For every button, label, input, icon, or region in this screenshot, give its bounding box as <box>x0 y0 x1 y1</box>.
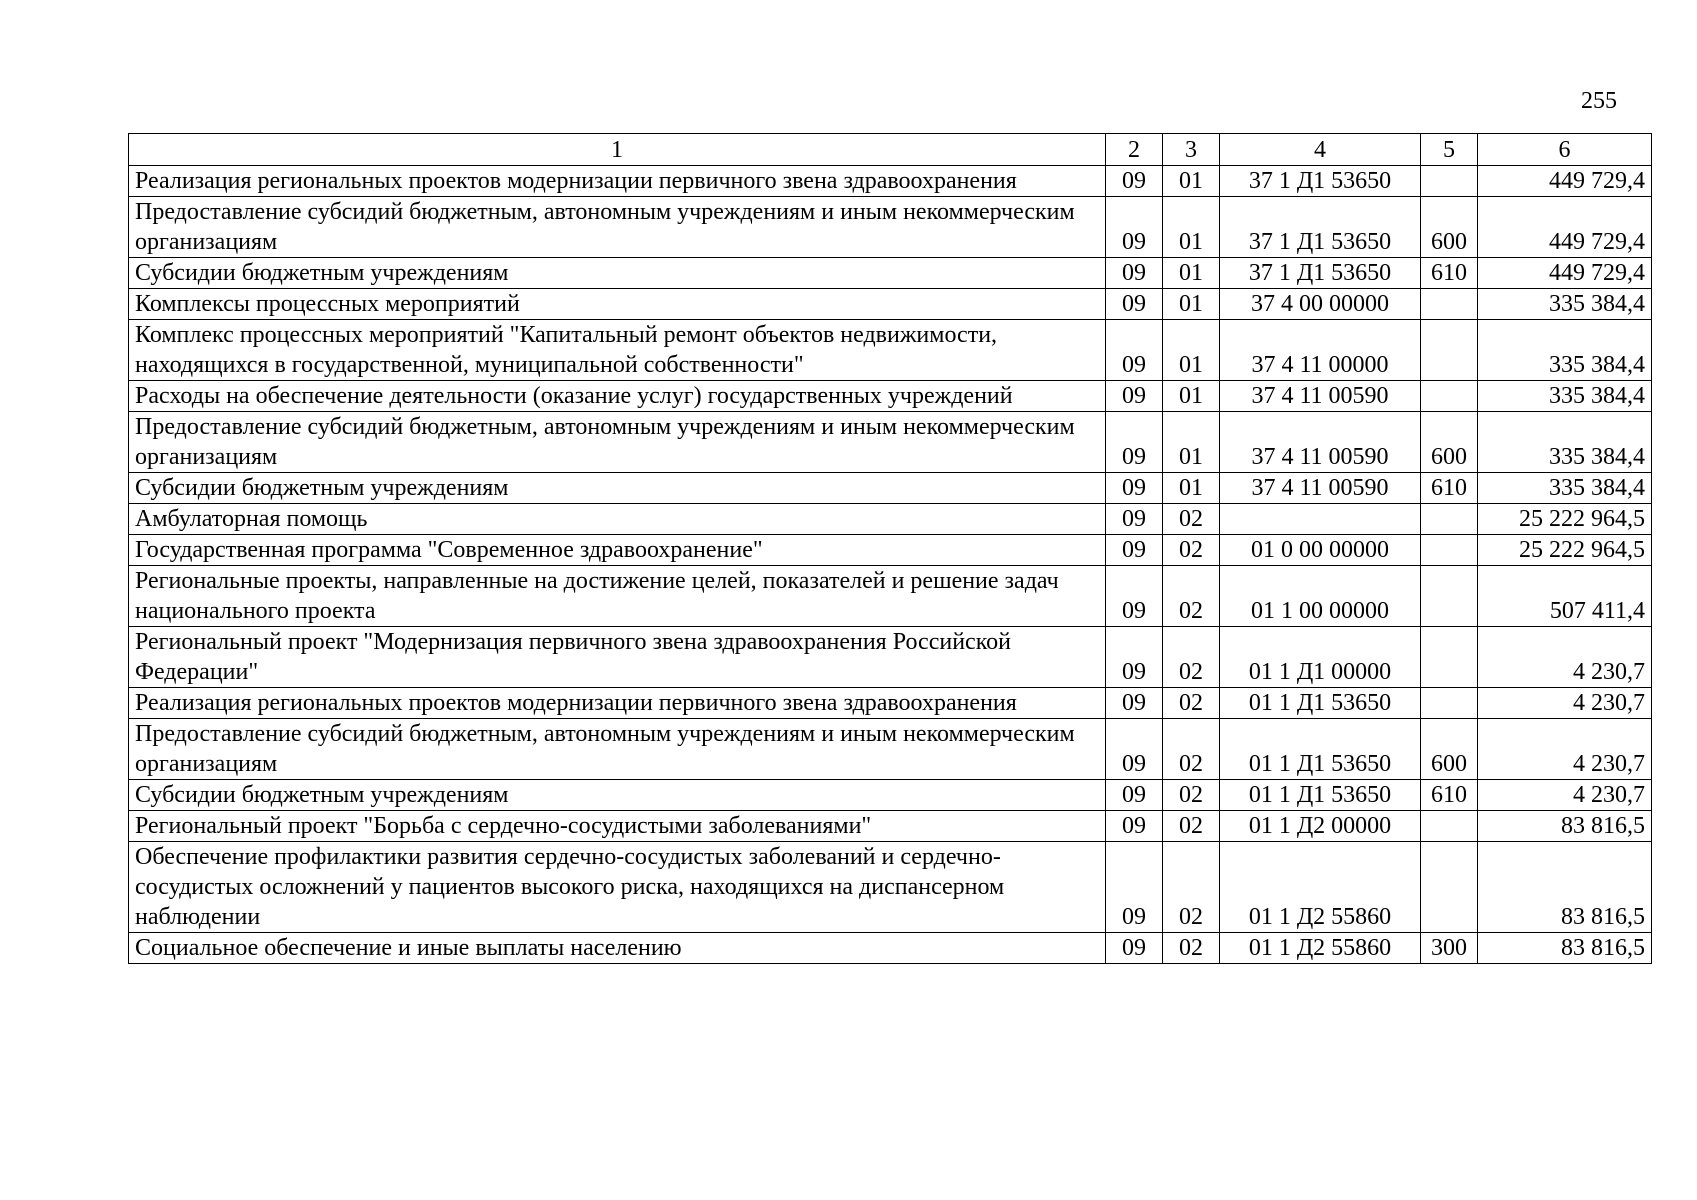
cell-amount: 4 230,7 <box>1478 627 1652 688</box>
cell-subsection: 02 <box>1163 688 1220 719</box>
cell-expense-type <box>1421 381 1478 412</box>
cell-subsection: 02 <box>1163 933 1220 964</box>
cell-name: Субсидии бюджетным учреждениям <box>129 473 1106 504</box>
table-row <box>129 381 1652 412</box>
cell-amount: 83 816,5 <box>1478 933 1652 964</box>
cell-expense-type <box>1421 627 1478 688</box>
cell-subsection: 01 <box>1163 166 1220 197</box>
cell-amount: 4 230,7 <box>1478 719 1652 780</box>
cell-expense-type: 600 <box>1421 412 1478 473</box>
cell-subsection: 01 <box>1163 320 1220 381</box>
cell-name: Расходы на обеспечение деятельности (оказание услуг) государственных учреждений <box>129 381 1106 412</box>
cell-name: Предоставление субсидий бюджетным, автономным учреждениям и иным некоммерческим организациям <box>129 197 1106 258</box>
cell-expense-type <box>1421 289 1478 320</box>
cell-amount: 449 729,4 <box>1478 197 1652 258</box>
table-header-row <box>129 134 1652 166</box>
table-row <box>129 627 1652 688</box>
cell-subsection: 01 <box>1163 258 1220 289</box>
cell-name: Региональный проект "Модернизация первичного звена здравоохранения Российской Федерации" <box>129 627 1106 688</box>
table-row <box>129 933 1652 964</box>
cell-name: Реализация региональных проектов модернизации первичного звена здравоохранения <box>129 688 1106 719</box>
cell-section: 09 <box>1106 535 1163 566</box>
cell-expense-type <box>1421 688 1478 719</box>
cell-subsection: 01 <box>1163 289 1220 320</box>
cell-name: Региональный проект "Борьба с сердечно-сосудистыми заболеваниями" <box>129 811 1106 842</box>
cell-subsection: 02 <box>1163 535 1220 566</box>
cell-name: Субсидии бюджетным учреждениям <box>129 780 1106 811</box>
cell-subsection: 02 <box>1163 566 1220 627</box>
cell-expense-type <box>1421 811 1478 842</box>
table-row <box>129 535 1652 566</box>
page-number: 255 <box>1581 88 1617 114</box>
table-body <box>129 166 1652 964</box>
table-row <box>129 166 1652 197</box>
cell-name: Реализация региональных проектов модернизации первичного звена здравоохранения <box>129 166 1106 197</box>
column-header-section: 2 <box>1106 134 1163 166</box>
table-row <box>129 504 1652 535</box>
cell-expense-type <box>1421 566 1478 627</box>
cell-amount: 25 222 964,5 <box>1478 535 1652 566</box>
cell-section: 09 <box>1106 473 1163 504</box>
cell-name: Комплексы процессных мероприятий <box>129 289 1106 320</box>
cell-target-article: 01 1 Д1 53650 <box>1220 719 1421 780</box>
cell-section: 09 <box>1106 719 1163 780</box>
table-row <box>129 811 1652 842</box>
cell-subsection: 02 <box>1163 811 1220 842</box>
cell-expense-type <box>1421 535 1478 566</box>
cell-subsection: 01 <box>1163 381 1220 412</box>
cell-section: 09 <box>1106 504 1163 535</box>
cell-section: 09 <box>1106 811 1163 842</box>
cell-section: 09 <box>1106 320 1163 381</box>
cell-subsection: 02 <box>1163 719 1220 780</box>
cell-target-article: 37 1 Д1 53650 <box>1220 258 1421 289</box>
cell-section: 09 <box>1106 258 1163 289</box>
cell-target-article: 37 4 11 00000 <box>1220 320 1421 381</box>
cell-amount: 507 411,4 <box>1478 566 1652 627</box>
cell-subsection: 01 <box>1163 197 1220 258</box>
cell-name: Социальное обеспечение и иные выплаты населению <box>129 933 1106 964</box>
column-header-amount: 6 <box>1478 134 1652 166</box>
cell-expense-type: 600 <box>1421 719 1478 780</box>
cell-target-article: 01 1 Д1 00000 <box>1220 627 1421 688</box>
cell-name: Субсидии бюджетным учреждениям <box>129 258 1106 289</box>
cell-name: Предоставление субсидий бюджетным, автономным учреждениям и иным некоммерческим организациям <box>129 719 1106 780</box>
column-header-expense-type: 5 <box>1421 134 1478 166</box>
cell-expense-type: 610 <box>1421 780 1478 811</box>
cell-amount: 449 729,4 <box>1478 258 1652 289</box>
cell-amount: 335 384,4 <box>1478 473 1652 504</box>
cell-section: 09 <box>1106 933 1163 964</box>
cell-section: 09 <box>1106 197 1163 258</box>
cell-name: Предоставление субсидий бюджетным, автономным учреждениям и иным некоммерческим организациям <box>129 412 1106 473</box>
cell-expense-type: 600 <box>1421 197 1478 258</box>
table-row <box>129 688 1652 719</box>
cell-name: Комплекс процессных мероприятий "Капитальный ремонт объектов недвижимости, находящихся в государственной, муниципальной собственности" <box>129 320 1106 381</box>
column-header-target-article: 4 <box>1220 134 1421 166</box>
cell-target-article: 01 1 Д1 53650 <box>1220 780 1421 811</box>
column-header-subsection: 3 <box>1163 134 1220 166</box>
cell-expense-type: 300 <box>1421 933 1478 964</box>
table-row <box>129 842 1652 933</box>
cell-target-article: 01 1 Д2 55860 <box>1220 842 1421 933</box>
table-row <box>129 197 1652 258</box>
cell-target-article: 37 4 11 00590 <box>1220 473 1421 504</box>
cell-amount: 83 816,5 <box>1478 811 1652 842</box>
cell-section: 09 <box>1106 780 1163 811</box>
cell-name: Обеспечение профилактики развития сердечно-сосудистых заболеваний и сердечно-сосудистых осложнений у пациентов высокого риска, находящихся на диспансерном наблюдении <box>129 842 1106 933</box>
cell-expense-type <box>1421 504 1478 535</box>
cell-target-article: 01 0 00 00000 <box>1220 535 1421 566</box>
cell-target-article: 01 1 Д2 00000 <box>1220 811 1421 842</box>
cell-amount: 449 729,4 <box>1478 166 1652 197</box>
table-row <box>129 473 1652 504</box>
cell-target-article: 01 1 00 00000 <box>1220 566 1421 627</box>
cell-expense-type <box>1421 320 1478 381</box>
table-row <box>129 566 1652 627</box>
cell-subsection: 01 <box>1163 473 1220 504</box>
cell-subsection: 02 <box>1163 504 1220 535</box>
table-row <box>129 719 1652 780</box>
cell-name: Региональные проекты, направленные на достижение целей, показателей и решение задач национального проекта <box>129 566 1106 627</box>
cell-target-article: 37 4 11 00590 <box>1220 381 1421 412</box>
column-header-name: 1 <box>129 134 1106 166</box>
cell-section: 09 <box>1106 566 1163 627</box>
cell-section: 09 <box>1106 842 1163 933</box>
budget-table <box>128 133 1652 964</box>
cell-section: 09 <box>1106 381 1163 412</box>
cell-subsection: 01 <box>1163 412 1220 473</box>
cell-target-article: 37 1 Д1 53650 <box>1220 197 1421 258</box>
cell-section: 09 <box>1106 688 1163 719</box>
table-row <box>129 780 1652 811</box>
cell-subsection: 02 <box>1163 780 1220 811</box>
cell-amount: 335 384,4 <box>1478 412 1652 473</box>
cell-expense-type: 610 <box>1421 258 1478 289</box>
cell-expense-type: 610 <box>1421 473 1478 504</box>
cell-amount: 4 230,7 <box>1478 688 1652 719</box>
cell-section: 09 <box>1106 289 1163 320</box>
cell-amount: 25 222 964,5 <box>1478 504 1652 535</box>
table-row <box>129 258 1652 289</box>
cell-subsection: 02 <box>1163 842 1220 933</box>
cell-amount: 335 384,4 <box>1478 289 1652 320</box>
cell-section: 09 <box>1106 412 1163 473</box>
cell-amount: 83 816,5 <box>1478 842 1652 933</box>
cell-target-article: 01 1 Д2 55860 <box>1220 933 1421 964</box>
cell-name: Государственная программа "Современное здравоохранение" <box>129 535 1106 566</box>
cell-section: 09 <box>1106 166 1163 197</box>
cell-subsection: 02 <box>1163 627 1220 688</box>
cell-target-article: 01 1 Д1 53650 <box>1220 688 1421 719</box>
cell-amount: 335 384,4 <box>1478 320 1652 381</box>
cell-section: 09 <box>1106 627 1163 688</box>
table-row <box>129 289 1652 320</box>
cell-target-article: 37 4 11 00590 <box>1220 412 1421 473</box>
cell-target-article: 37 1 Д1 53650 <box>1220 166 1421 197</box>
cell-expense-type <box>1421 842 1478 933</box>
cell-target-article <box>1220 504 1421 535</box>
cell-name: Амбулаторная помощь <box>129 504 1106 535</box>
table-row <box>129 320 1652 381</box>
table-row <box>129 412 1652 473</box>
cell-expense-type <box>1421 166 1478 197</box>
cell-amount: 4 230,7 <box>1478 780 1652 811</box>
cell-target-article: 37 4 00 00000 <box>1220 289 1421 320</box>
cell-amount: 335 384,4 <box>1478 381 1652 412</box>
